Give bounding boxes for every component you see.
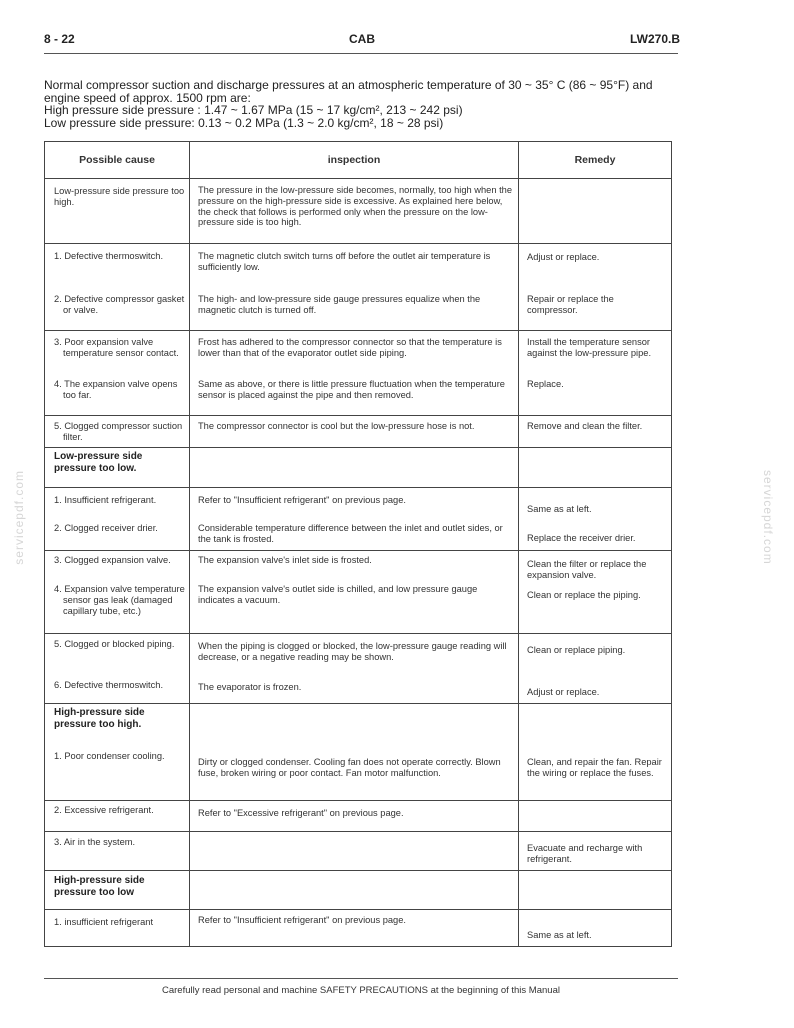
remedy-text: Evacuate and recharge with refrigerant. bbox=[527, 843, 643, 864]
table-row bbox=[45, 910, 672, 947]
cause-text: 4. Expansion valve temperature sensor gas leak (damaged capillary tube, etc.) bbox=[54, 584, 185, 616]
cause-text: Low-pressure side pressure too high. bbox=[54, 186, 185, 207]
remedy-text: Remove and clean the filter. bbox=[527, 421, 643, 431]
intro-line: Low pressure side pressure: 0.13 ~ 0.2 MPa (1.3 ~ 2.0 kg/cm², 18 ~ 28 psi) bbox=[44, 115, 444, 130]
troubleshooting-table bbox=[44, 141, 672, 947]
remedy-text: Clean or replace the piping. bbox=[527, 590, 641, 600]
inspection-text: Same as above, or there is little pressure fluctuation when the temperature sensor is placed against the pipe and then removed. bbox=[198, 379, 505, 400]
cause-text: 1. Insufficient refrigerant. bbox=[54, 495, 157, 505]
table-row bbox=[45, 448, 672, 488]
header-possible-cause: Possible cause bbox=[45, 142, 190, 179]
section-heading: High-pressure side pressure too low bbox=[54, 875, 145, 898]
cause-text: 3. Clogged expansion valve. bbox=[54, 555, 171, 565]
inspection-text: The pressure in the low-pressure side becomes, normally, too high when the pressure on the high-pressure side is excessive. As explained here below, the check that follows is performed only when the pressure on the low-pressure side is too high. bbox=[198, 185, 513, 228]
section-heading: Low-pressure side pressure too low. bbox=[54, 451, 143, 474]
table-row bbox=[45, 416, 672, 448]
cause-text: 1. insufficient refrigerant bbox=[54, 917, 154, 927]
remedy-text: Same as at left. bbox=[527, 930, 592, 940]
header-rule bbox=[44, 53, 678, 54]
table-row bbox=[45, 488, 672, 551]
intro-line: Normal compressor suction and discharge pressures at an atmospheric temperature of 30 ~ 35° C (86 ~ 95°F) and bbox=[44, 78, 653, 92]
inspection-text: The magnetic clutch switch turns off before the outlet air temperature is sufficiently low. bbox=[198, 251, 491, 272]
watermark: servicepdf.com bbox=[761, 470, 775, 565]
remedy-text: Replace. bbox=[527, 379, 564, 389]
table-row bbox=[45, 331, 672, 416]
cause-text: 1. Poor condenser cooling. bbox=[54, 751, 165, 761]
remedy-text: Adjust or replace. bbox=[527, 687, 600, 697]
remedy-text: Same as at left. bbox=[527, 504, 592, 514]
header-remedy: Remedy bbox=[519, 142, 672, 179]
header-inspection: inspection bbox=[190, 142, 519, 179]
intro-line: engine speed of approx. 1500 rpm are: bbox=[44, 90, 251, 105]
table-row bbox=[45, 634, 672, 704]
inspection-text: When the piping is clogged or blocked, the low-pressure gauge reading will decrease, or a negative reading may be shown. bbox=[198, 641, 507, 662]
cause-text: 2. Defective compressor gasket or valve. bbox=[54, 294, 185, 315]
inspection-text: Considerable temperature difference between the inlet and outlet sides, or the tank is frosted. bbox=[198, 523, 503, 544]
cause-text: 6. Defective thermoswitch. bbox=[54, 680, 164, 690]
page-header bbox=[44, 32, 680, 52]
model-code: LW270.B bbox=[629, 32, 680, 46]
inspection-text: The compressor connector is cool but the low-pressure hose is not. bbox=[198, 421, 475, 431]
cause-text: 1. Defective thermoswitch. bbox=[54, 251, 164, 261]
remedy-text: Clean, and repair the fan. Repair the wiring or replace the fuses. bbox=[527, 757, 662, 778]
section-heading: High-pressure side pressure too high. bbox=[54, 707, 145, 730]
intro-text bbox=[44, 79, 684, 129]
cause-text: 4. The expansion valve opens too far. bbox=[54, 379, 178, 400]
safety-footer: Carefully read personal and machine SAFETY PRECAUTIONS at the beginning of this Manual bbox=[162, 985, 560, 996]
table-row bbox=[45, 832, 672, 871]
table-row bbox=[45, 551, 672, 634]
table-row bbox=[45, 801, 672, 832]
footer-rule bbox=[44, 978, 678, 979]
inspection-text: Refer to "Insufficient refrigerant" on previous page. bbox=[198, 915, 406, 925]
table-row bbox=[45, 179, 672, 244]
inspection-text: The evaporator is frozen. bbox=[198, 682, 302, 692]
inspection-text: Frost has adhered to the compressor connector so that the temperature is lower than that of the evaporator outlet side piping. bbox=[198, 337, 502, 358]
inspection-text: The expansion valve's outlet side is chilled, and low pressure gauge indicates a vacuum. bbox=[198, 584, 478, 605]
inspection-text: Refer to "Insufficient refrigerant" on previous page. bbox=[198, 495, 406, 505]
cause-text: 3. Air in the system. bbox=[54, 837, 136, 847]
inspection-text: Refer to "Excessive refrigerant" on previous page. bbox=[198, 808, 404, 818]
remedy-text: Clean or replace piping. bbox=[527, 645, 626, 655]
section-title: CAB bbox=[349, 32, 375, 46]
inspection-text: The high- and low-pressure side gauge pressures equalize when the magnetic clutch is turned off. bbox=[198, 294, 481, 315]
remedy-text: Clean the filter or replace the expansion valve. bbox=[527, 559, 647, 580]
cause-text: 2. Excessive refrigerant. bbox=[54, 805, 154, 815]
cause-text: 3. Poor expansion valve temperature sensor contact. bbox=[54, 337, 179, 358]
remedy-text: Adjust or replace. bbox=[527, 252, 600, 262]
inspection-text: Dirty or clogged condenser. Cooling fan does not operate correctly. Blown fuse, broken wiring or poor contact. Fan motor malfunction. bbox=[198, 757, 501, 778]
remedy-text: Replace the receiver drier. bbox=[527, 533, 636, 543]
intro-line: High pressure side pressure : 1.47 ~ 1.67 MPa (15 ~ 17 kg/cm², 213 ~ 242 psi) bbox=[44, 103, 463, 117]
table-row bbox=[45, 871, 672, 910]
inspection-text: The expansion valve's inlet side is frosted. bbox=[198, 555, 372, 565]
cause-text: 5. Clogged compressor suction filter. bbox=[54, 421, 183, 442]
table-row bbox=[45, 704, 672, 801]
table-header-row bbox=[45, 142, 672, 179]
remedy-text: Repair or replace the compressor. bbox=[527, 294, 614, 315]
cause-text: 2. Clogged receiver drier. bbox=[54, 523, 158, 533]
remedy-text: Install the temperature sensor against the low-pressure pipe. bbox=[527, 337, 652, 358]
table-row bbox=[45, 244, 672, 331]
watermark: servicepdf.com bbox=[12, 470, 26, 565]
cause-text: 5. Clogged or blocked piping. bbox=[54, 639, 175, 649]
page-number: 8 - 22 bbox=[44, 32, 75, 46]
